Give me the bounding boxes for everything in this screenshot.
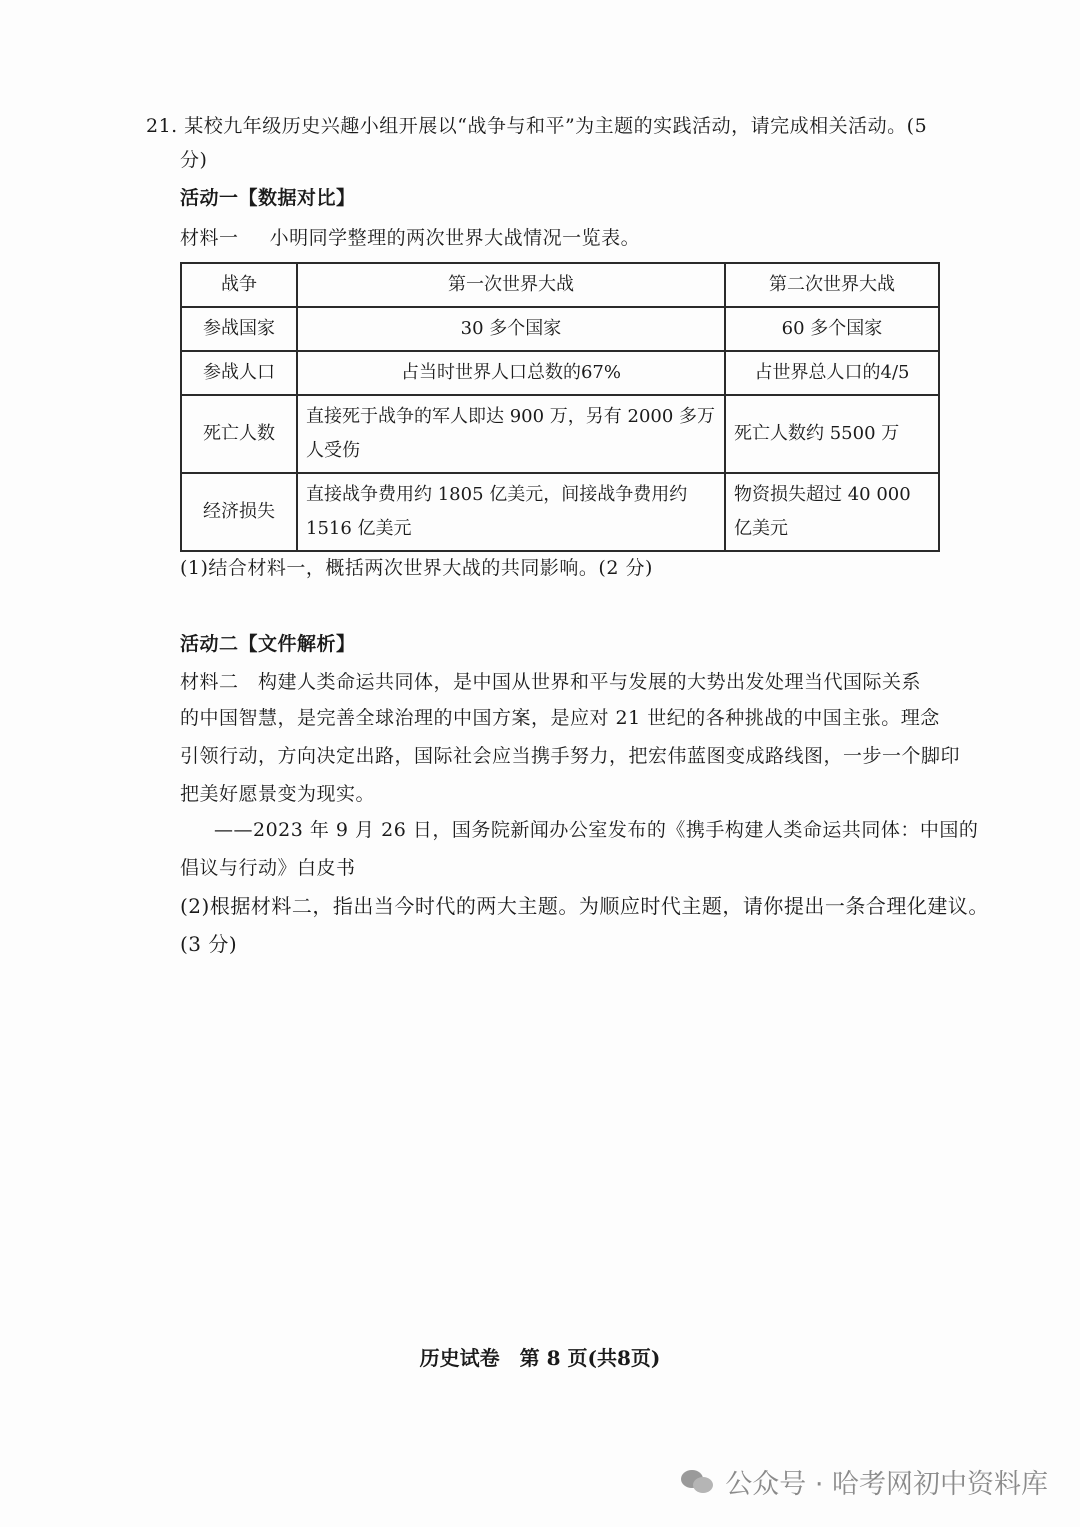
table-row <box>181 307 939 351</box>
material-2-line-2: 的中国智慧，是完善全球治理的中国方案，是应对 21 世纪的各种挑战的中国主张。理念 <box>180 707 940 729</box>
material-1-intro <box>180 226 640 250</box>
row-label: 经济损失 <box>181 473 297 551</box>
activity-2-title: 活动二【文件解析】 <box>180 633 356 655</box>
row-label: 参战国家 <box>181 307 297 351</box>
ww1-cell: 占当时世界人口总数的67% <box>297 351 725 395</box>
ww2-cell: 死亡人数约 5500 万 <box>725 395 939 473</box>
table-header-ww1: 第一次世界大战 <box>297 263 725 307</box>
material-1-label: 材料一 <box>180 227 239 249</box>
question-1: (1)结合材料一，概括两次世界大战的共同影响。(2 分) <box>180 557 653 579</box>
activity-1-title: 活动一【数据对比】 <box>180 187 356 209</box>
question-2-line-2: (3 分) <box>180 932 238 956</box>
watermark-text: 公众号 · 哈考网初中资料库 <box>725 1469 1048 1500</box>
question-2-line-1: (2)根据材料二，指出当今时代的两大主题。为顺应时代主题，请你提出一条合理化建议。 <box>180 894 989 918</box>
ww2-cell: 60 多个国家 <box>725 307 939 351</box>
row-label: 参战人口 <box>181 351 297 395</box>
table-header-row <box>181 263 939 307</box>
question-line-2: 分) <box>180 149 208 171</box>
ww2-cell: 占世界总人口的4/5 <box>725 351 939 395</box>
question-line-1: 21. 某校九年级历史兴趣小组开展以“战争与和平”为主题的实践活动，请完成相关活动。(5 <box>146 115 928 137</box>
table-header-war: 战争 <box>181 263 297 307</box>
wechat-icon <box>681 1468 715 1496</box>
ww1-cell: 直接战争费用约 1805 亿美元，间接战争费用约 1516 亿美元 <box>297 473 725 551</box>
ww1-cell: 30 多个国家 <box>297 307 725 351</box>
table-row <box>181 473 939 551</box>
ww1-cell: 直接死于战争的军人即达 900 万，另有 2000 多万人受伤 <box>297 395 725 473</box>
row-label: 死亡人数 <box>181 395 297 473</box>
table-row <box>181 351 939 395</box>
world-wars-table <box>180 262 940 552</box>
material-1-text: 小明同学整理的两次世界大战情况一览表。 <box>269 227 641 249</box>
table-row <box>181 395 939 473</box>
material-2-line-4: 把美好愿景变为现实。 <box>180 783 376 805</box>
table-header-ww2: 第二次世界大战 <box>725 263 939 307</box>
ww2-cell: 物资损失超过 40 000 亿美元 <box>725 473 939 551</box>
page-footer: 历史试卷 第 8 页(共8页) <box>419 1346 661 1370</box>
material-2-line-3: 引领行动，方向决定出路，国际社会应当携手努力，把宏伟蓝图变成路线图，一步一个脚印 <box>180 745 961 767</box>
material-2-line-1: 材料二 构建人类命运共同体，是中国从世界和平与发展的大势出发处理当代国际关系 <box>180 671 922 693</box>
source-line-1: ——2023 年 9 月 26 日，国务院新闻办公室发布的《携手构建人类命运共同体：中国的 <box>214 819 979 841</box>
source-line-2: 倡议与行动》白皮书 <box>180 857 356 879</box>
watermark <box>681 1462 1048 1501</box>
